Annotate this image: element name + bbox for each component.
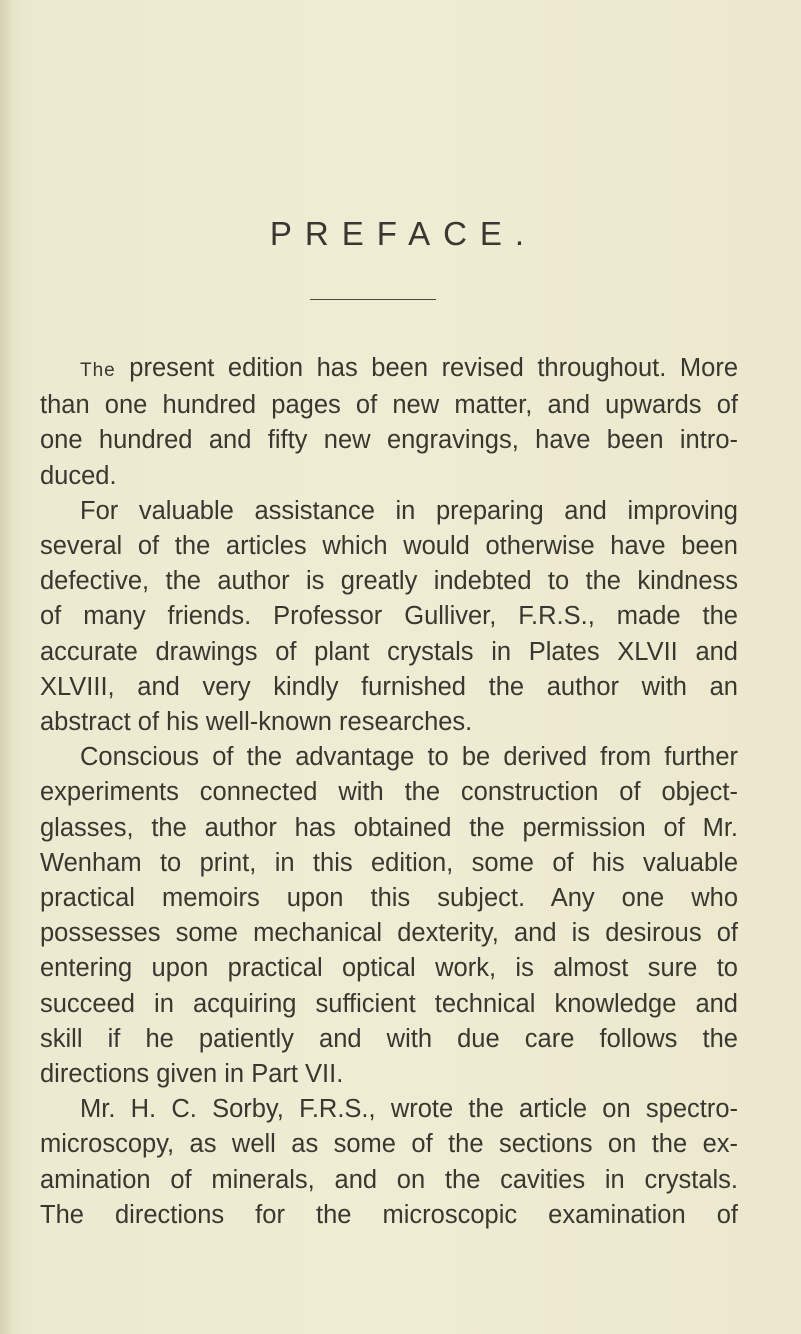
text-line: practical memoirs upon this subject. Any one who [40,884,738,913]
text-line: accurate drawings of plant crystals in Plates XLVII and [40,637,738,666]
paragraph-3 [40,740,738,1092]
text-line: duced. [40,461,117,490]
paragraph-4 [40,1092,738,1233]
text-line: The directions for the microscopic examination of [40,1200,738,1229]
page-gutter-shadow [0,0,14,1334]
text-line: glasses, the author has obtained the permission of Mr. [40,813,738,842]
text-line: Mr. H. C. Sorby, F.R.S., wrote the article on spectro- [80,1095,738,1124]
text-line: defective, the author is greatly indebted to the kindness [40,567,738,596]
body-text [40,351,738,1233]
text-line: entering upon practical optical work, is almost sure to [40,954,738,983]
text-line [40,351,738,388]
text-line: than one hundred pages of new matter, and upwards of [40,391,738,420]
paragraph-1 [40,351,738,494]
text-line: of many friends. Professor Gulliver, F.R.S., made the [40,602,738,631]
text-line: possesses some mechanical dexterity, and is desirous of [40,919,738,948]
text-line: XLVIII, and very kindly furnished the author with an [40,672,738,701]
text-line: abstract of his well-known researches. [40,708,473,737]
text-line: succeed in acquiring sufficient technical knowledge and [40,989,738,1018]
text-line: For valuable assistance in preparing and improving [80,496,738,525]
text-line: Wenham to print, in this edition, some of his valuable [40,848,738,877]
text-line: skill if he patiently and with due care follows the [40,1024,738,1053]
page-title: PREFACE. [269,215,538,252]
paragraph-2 [40,494,738,740]
text-line: microscopy, as well as some of the sections on the ex- [40,1130,738,1159]
text-line: Conscious of the advantage to be derived from further [80,743,738,772]
title-rule [310,299,436,300]
text-line: experiments connected with the construction of object- [40,778,738,807]
text-line: one hundred and fifty new engravings, have been intro- [40,426,738,455]
text-line: several of the articles which would otherwise have been [40,532,738,561]
text-line: directions given in Part VII. [40,1060,344,1089]
small-caps-lead: The [80,360,116,381]
text-line: amination of minerals, and on the cavities in crystals. [40,1165,738,1194]
text-line-rest: present edition has been revised throughout. More [115,354,738,382]
